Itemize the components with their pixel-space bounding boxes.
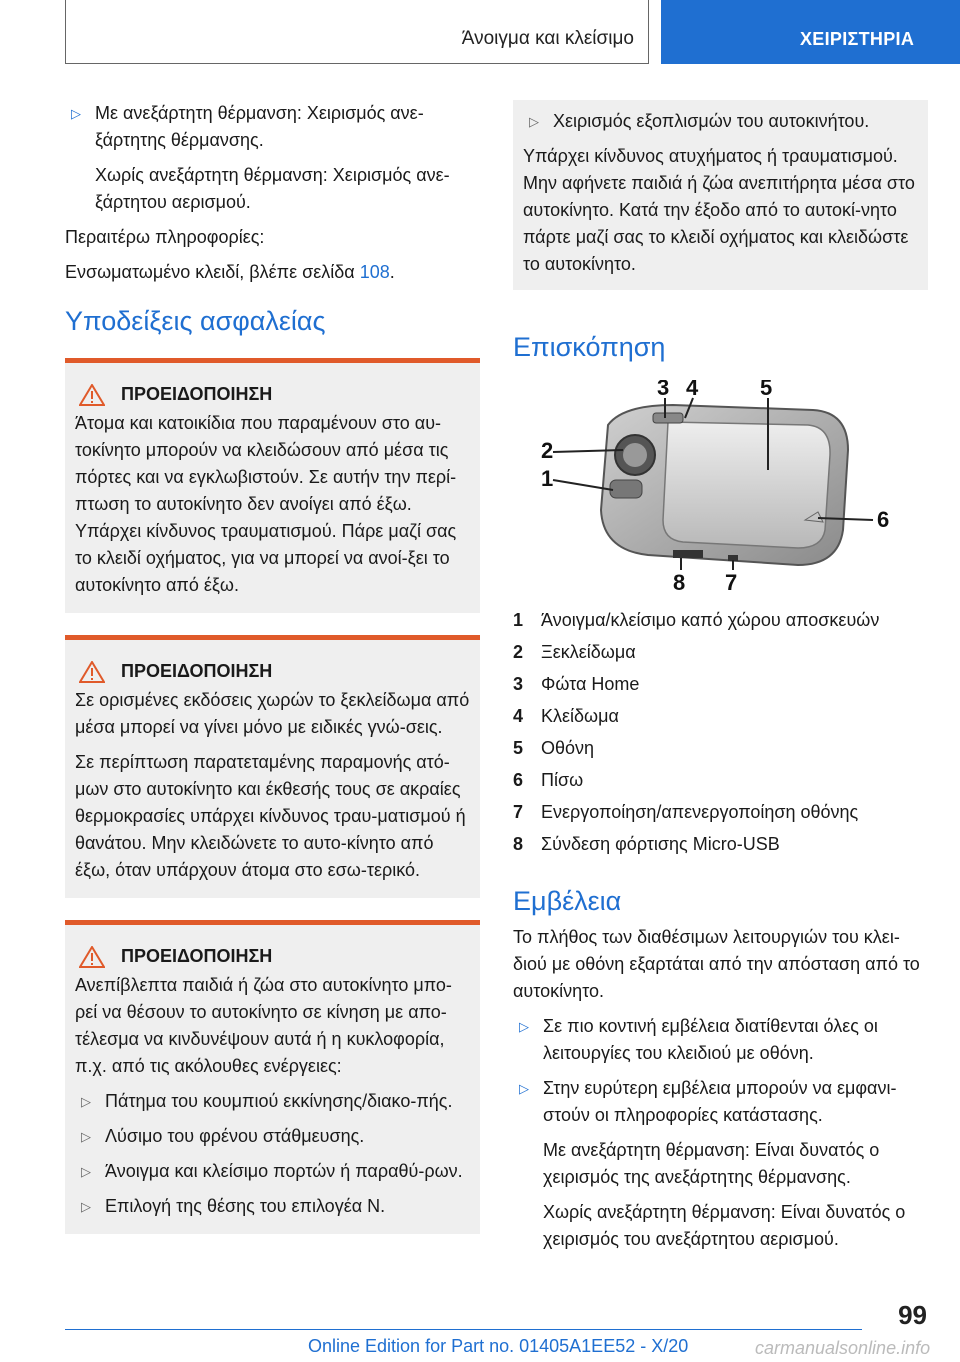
- display-key-illustration: [513, 380, 928, 595]
- warning-header: [75, 943, 470, 970]
- callout-6: 6: [877, 507, 890, 532]
- callout-3: 3: [657, 380, 670, 400]
- chapter-tab-label: ΧΕΙΡΙΣΤΗΡΙΑ: [800, 29, 915, 49]
- list-item: [513, 1075, 928, 1129]
- legend-item: [513, 767, 928, 794]
- legend-label: Οθόνη: [541, 738, 595, 758]
- legend-label: Πίσω: [541, 770, 584, 790]
- triangle-bullet-icon: ▷: [81, 1094, 91, 1109]
- list-item: [75, 1193, 470, 1220]
- warning-triangle-icon: [79, 384, 105, 406]
- legend-item: [513, 639, 928, 666]
- callout-7: 7: [725, 570, 738, 595]
- list-item: [513, 1013, 928, 1067]
- bullet-text: Επιλογή της θέσης του επιλογέα N.: [105, 1196, 386, 1216]
- legend-label: Σύνδεση φόρτισης Micro-USB: [541, 834, 780, 854]
- safety-heading: Υποδείξεις ασφαλείας: [65, 306, 326, 336]
- legend-item: [513, 735, 928, 762]
- triangle-bullet-icon: ▷: [71, 106, 81, 121]
- integrated-key-ref: [65, 259, 480, 286]
- ref-suffix: .: [389, 262, 395, 282]
- legend-num: 7: [513, 802, 524, 822]
- bullet-continuation: Χωρίς ανεξάρτητη θέρμανση: Χειρισμός ανε-ξάρτητου αερισμού.: [95, 165, 450, 212]
- legend-item: [513, 607, 928, 634]
- legend-item: [513, 799, 928, 826]
- legend-label: Κλείδωμα: [541, 706, 619, 726]
- triangle-bullet-icon: ▷: [81, 1199, 91, 1214]
- triangle-bullet-icon: ▷: [519, 1019, 529, 1034]
- list-item: [75, 1088, 470, 1115]
- legend-num: 1: [513, 610, 524, 630]
- warning-label: ΠΡΟΕΙΔΟΠΟΙΗΣΗ: [121, 384, 273, 404]
- legend-label: Ξεκλείδωμα: [541, 642, 636, 662]
- more-info-text: Περαιτέρω πληροφορίες:: [65, 227, 265, 247]
- warning-box: [65, 358, 480, 613]
- triangle-bullet-icon: ▷: [519, 1081, 529, 1096]
- bullet-text: Άνοιγμα και κλείσιμο πορτών ή παραθύ-ρων.: [105, 1161, 463, 1181]
- warning-text: Σε ορισμένες εκδόσεις χωρών το ξεκλείδωμα από μέσα μπορεί να γίνει μόνο με ειδικές γνώ-σεις.: [75, 690, 470, 737]
- warning-text: Υπάρχει κίνδυνος ατυχήματος ή τραυματισμού. Μην αφήνετε παιδιά ή ζώα ανεπιτήρητα μέσα στο αυτοκίνητο. Κατά την έξοδο από το αυτοκί-νητο πάρτε μαζί σας το κλειδί οχήματος και κλειδώστε το αυτοκίνητο.: [523, 146, 915, 274]
- legend-num: 4: [513, 706, 524, 726]
- page-number: 99: [898, 1300, 927, 1330]
- legend-item: [513, 703, 928, 730]
- warning-text: Ανεπίβλεπτα παιδιά ή ζώα στο αυτοκίνητο μπο-ρεί να θέσουν το αυτοκίνητο σε κίνηση με απο-τέλεσμα να κινδυνέψουν αυτά ή η κυκλοφορία, π.χ. από τις ακόλουθες ενέργειες:: [75, 975, 452, 1076]
- warning-text: Άτομα και κατοικίδια που παραμένουν στο αυ-τοκίνητο μπορούν να κλειδώσουν από μέσα τις πόρτες και να εγκλωβιστούν. Σε αυτήν την περί-πτωση το αυτοκίνητο δεν ανοίγει από έξω. Υπάρχει κίνδυνος τραυματισμού. Πάρε μαζί σας το κλειδί οχήματος, για να μπορεί να ανοί-ξει το αυτοκίνητο από έξω.: [75, 413, 457, 595]
- callout-2: 2: [541, 438, 554, 463]
- triangle-bullet-icon: ▷: [81, 1129, 91, 1144]
- list-item: [75, 1123, 470, 1150]
- legend-num: 3: [513, 674, 524, 694]
- section-title: Άνοιγμα και κλείσιμο: [461, 28, 634, 49]
- range-text: Το πλήθος των διαθέσιμων λειτουργιών του κλει-διού με οθόνη εξαρτάται από την απόσταση από το αυτοκίνητο.: [513, 927, 920, 1001]
- footer-divider: [65, 1329, 862, 1330]
- edition-text: Online Edition for Part no. 01405A1EE52 - X/20: [308, 1336, 689, 1356]
- legend-item: [513, 671, 928, 698]
- list-item: [75, 1158, 470, 1185]
- warning-continuation-box: [513, 100, 928, 290]
- list-item: [523, 108, 918, 135]
- legend-num: 6: [513, 770, 524, 790]
- overview-heading: Επισκόπηση: [513, 332, 666, 362]
- legend-label: Φώτα Home: [541, 674, 640, 694]
- legend-num: 5: [513, 738, 524, 758]
- warning-box: [65, 635, 480, 898]
- warning-triangle-icon: [79, 661, 105, 683]
- warning-header: [75, 658, 470, 685]
- bullet-text: Χειρισμός εξοπλισμών του αυτοκινήτου.: [553, 111, 870, 131]
- triangle-bullet-icon: ▷: [81, 1164, 91, 1179]
- bullet-text: Σε πιο κοντινή εμβέλεια διατίθενται όλες οι λειτουργίες του κλειδιού με οθόνη.: [543, 1016, 878, 1063]
- legend-item: [513, 831, 928, 858]
- legend-label: Άνοιγμα/κλείσιμο καπό χώρου αποσκευών: [541, 610, 880, 630]
- range-heading: Εμβέλεια: [513, 886, 622, 916]
- warning-text: Σε περίπτωση παρατεταμένης παραμονής ατό-μων στο αυτοκίνητο και έκθεσής τους σε ακραίες θερμοκρασίες υπάρχει κίνδυνος τραυ-ματισμού ή θανάτου. Μην κλειδώνετε το αυτο-κίνητο από έξω, όταν υπάρχουν άτομα στο εσω-τερικό.: [75, 752, 466, 880]
- warning-box: [65, 920, 480, 1234]
- bullet-continuation: Χωρίς ανεξάρτητη θέρμανση: Είναι δυνατός ο χειρισμός του ανεξάρτητου αερισμού.: [543, 1202, 906, 1249]
- warning-triangle-icon: [79, 946, 105, 968]
- legend-num: 8: [513, 834, 524, 854]
- header-box: [65, 0, 649, 64]
- ref-text: Ενσωματωμένο κλειδί, βλέπε σελίδα: [65, 262, 355, 282]
- chapter-tab[interactable]: [661, 0, 960, 64]
- bullet-continuation: Με ανεξάρτητη θέρμανση: Είναι δυνατός ο χειρισμός της ανεξάρτητης θέρμανσης.: [543, 1140, 880, 1187]
- warning-header: [75, 381, 470, 408]
- left-column: [65, 100, 480, 1234]
- warning-label: ΠΡΟΕΙΔΟΠΟΙΗΣΗ: [121, 946, 273, 966]
- page-link[interactable]: 108: [359, 262, 390, 282]
- callout-1: 1: [541, 466, 554, 491]
- callout-4: 4: [686, 380, 699, 400]
- callout-5: 5: [760, 380, 773, 400]
- bullet-text: Με ανεξάρτητη θέρμανση: Χειρισμός ανε-ξάρτητης θέρμανσης.: [95, 103, 424, 150]
- watermark: carmanualsonline.info: [755, 1338, 931, 1358]
- triangle-bullet-icon: ▷: [529, 114, 539, 129]
- legend-list: [513, 607, 928, 858]
- legend-label: Ενεργοποίηση/απενεργοποίηση οθόνης: [541, 802, 859, 822]
- legend-num: 2: [513, 642, 524, 662]
- bullet-text: Στην ευρύτερη εμβέλεια μπορούν να εμφανι-στούν οι πληροφορίες κατάστασης.: [543, 1078, 897, 1125]
- bullet-text: Πάτημα του κουμπιού εκκίνησης/διακο-πής.: [105, 1091, 453, 1111]
- bullet-text: Λύσιμο του φρένου στάθμευσης.: [105, 1126, 365, 1146]
- warning-label: ΠΡΟΕΙΔΟΠΟΙΗΣΗ: [121, 661, 273, 681]
- list-item: [65, 100, 480, 154]
- right-column: [513, 100, 928, 1261]
- callout-8: 8: [673, 570, 686, 595]
